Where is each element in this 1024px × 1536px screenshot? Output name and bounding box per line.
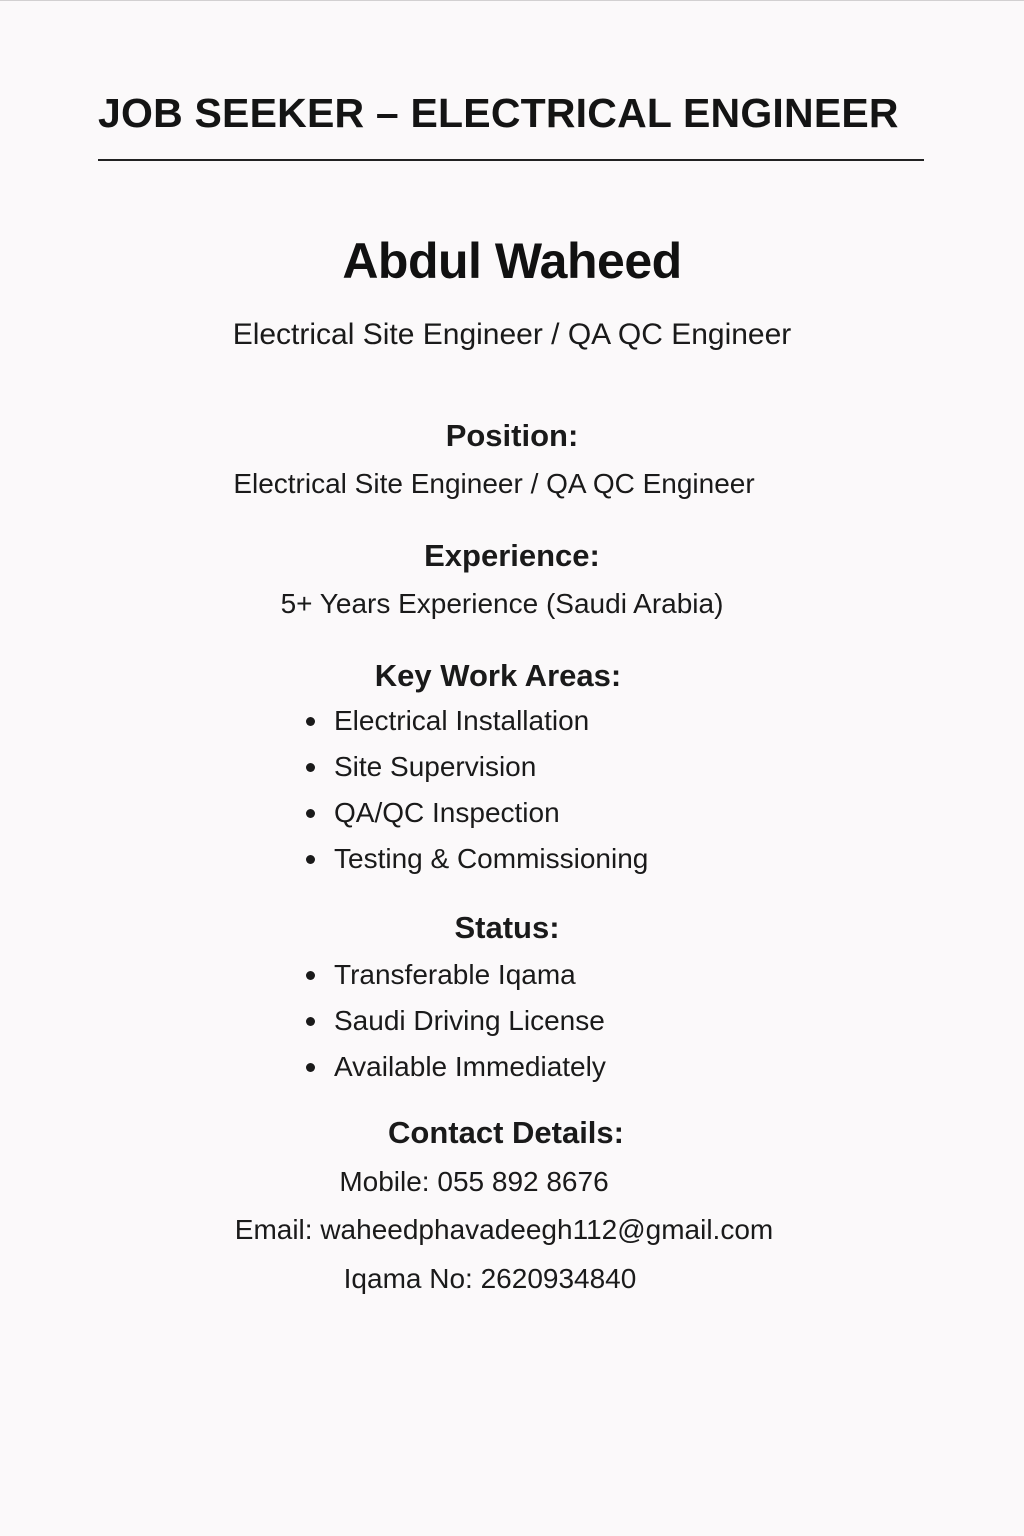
list-item: [304, 704, 648, 750]
bullet-icon: [306, 809, 315, 818]
key-work-areas-heading: Key Work Areas:: [374, 658, 622, 693]
list-item: [304, 1004, 606, 1050]
top-border: [0, 0, 1024, 1]
experience-heading: Experience:: [424, 538, 600, 573]
list-item-label: Transferable Iqama: [334, 959, 576, 990]
banner-divider: [98, 159, 924, 161]
list-item-label: Electrical Installation: [334, 705, 590, 736]
list-item-label: Saudi Driving License: [334, 1005, 605, 1036]
contact-heading: Contact Details:: [388, 1115, 624, 1150]
bullet-icon: [306, 1063, 315, 1072]
status-heading: Status:: [454, 910, 560, 945]
list-item-label: QA/QC Inspection: [334, 797, 560, 828]
list-item-label: Site Supervision: [334, 751, 537, 782]
bullet-icon: [306, 717, 315, 726]
banner-title: JOB SEEKER – ELECTRICAL ENGINEER: [98, 90, 899, 136]
contact-email: Email: waheedphavadeegh112@gmail.com: [234, 1214, 774, 1245]
experience-value: 5+ Years Experience (Saudi Arabia): [280, 588, 724, 619]
contact-mobile: Mobile: 055 892 8676: [339, 1166, 609, 1197]
contact-iqama: Iqama No: 2620934840: [343, 1263, 637, 1294]
key-work-areas-list: [304, 704, 648, 888]
candidate-name: Abdul Waheed: [342, 233, 682, 289]
list-item: [304, 796, 648, 842]
candidate-subtitle: Electrical Site Engineer / QA QC Engineer: [232, 318, 792, 351]
list-item: [304, 1050, 606, 1096]
list-item-label: Available Immediately: [334, 1051, 606, 1082]
position-heading: Position:: [445, 418, 579, 453]
list-item-label: Testing & Commissioning: [334, 843, 649, 874]
bullet-icon: [306, 971, 315, 980]
list-item: [304, 750, 648, 796]
status-list: [304, 958, 606, 1096]
position-value: Electrical Site Engineer / QA QC Engineer: [233, 468, 755, 499]
bullet-icon: [306, 855, 315, 864]
bullet-icon: [306, 763, 315, 772]
list-item: [304, 842, 648, 888]
bullet-icon: [306, 1017, 315, 1026]
list-item: [304, 958, 606, 1004]
